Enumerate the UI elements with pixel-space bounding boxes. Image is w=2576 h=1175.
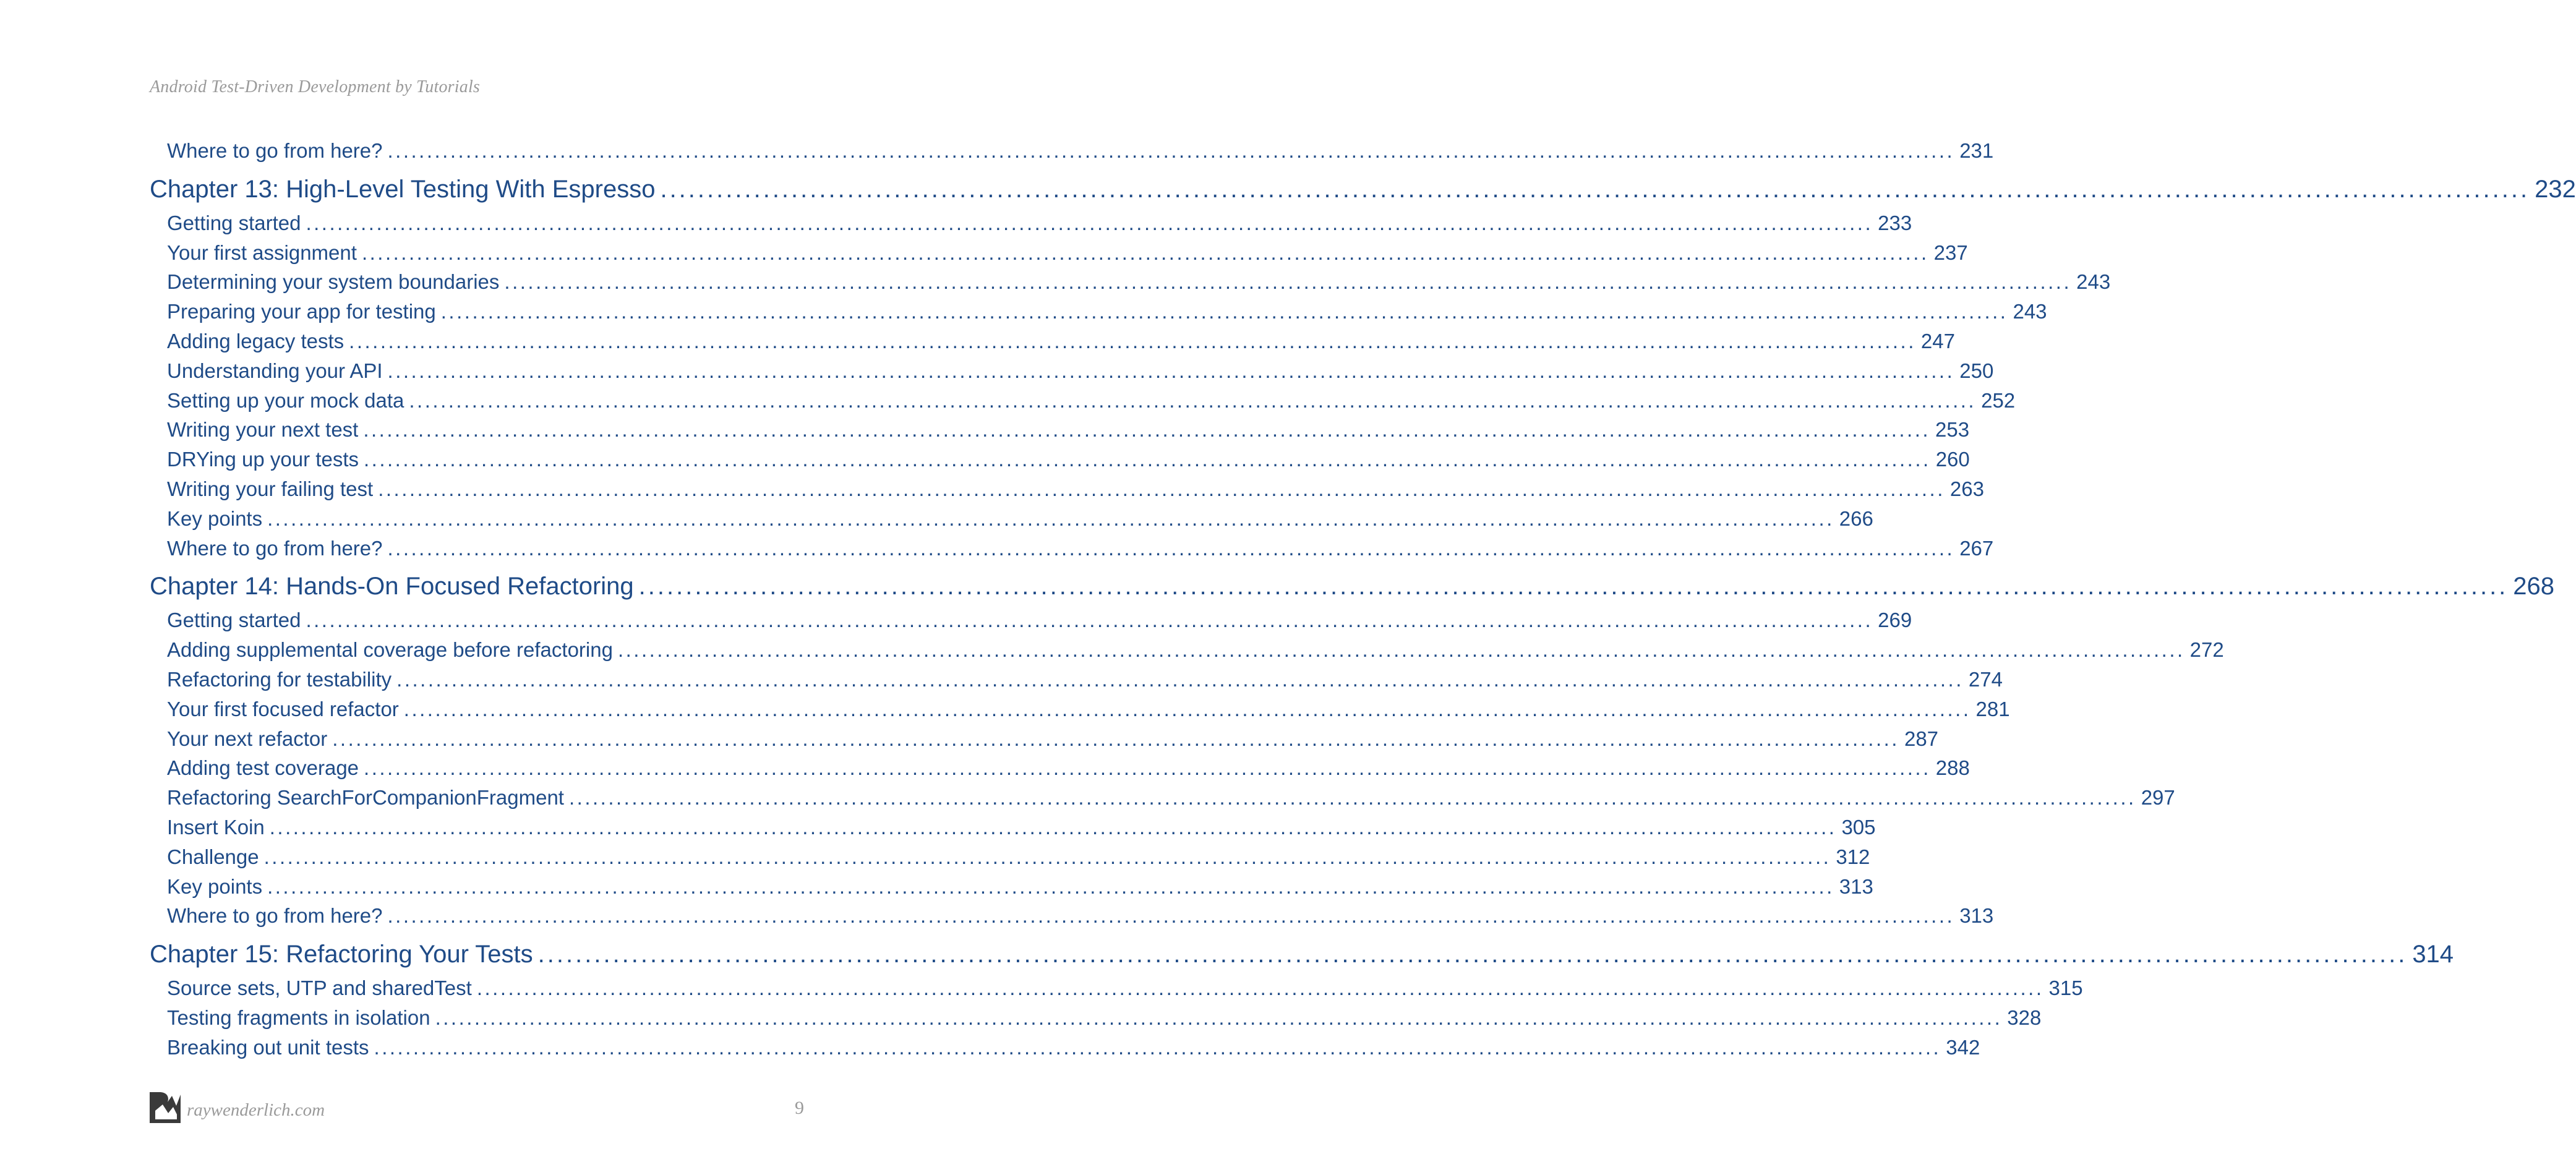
dot-leader: ........................................................................................................................................................................................................ <box>403 697 1971 720</box>
toc-section-entry[interactable] <box>150 136 1994 166</box>
toc-entry-title: Refactoring SearchForCompanionFragment <box>167 786 564 810</box>
toc-entry-page: 313 <box>1839 874 1873 898</box>
dot-leader: ........................................................................................................................................................................................................ <box>638 573 2509 600</box>
dot-leader: ........................................................................................................................................................................................................ <box>396 667 1964 691</box>
toc-chapter-entry[interactable] <box>150 567 2555 605</box>
toc-entry-title: Chapter 14: Hands-On Focused Refactoring <box>150 573 634 600</box>
toc-entry-page: 250 <box>1959 359 1994 382</box>
dot-leader: ........................................................................................................................................................................................................ <box>476 976 2044 1000</box>
toc-entry-page: 266 <box>1839 506 1873 530</box>
toc-entry-page: 267 <box>1959 536 1994 560</box>
toc-section-entry[interactable] <box>150 605 1912 635</box>
toc-entry-title: Writing your next test <box>167 418 359 442</box>
toc-entry-title: Understanding your API <box>167 359 383 382</box>
toc-entry-page: 252 <box>1981 388 2016 412</box>
dot-leader: ........................................................................................................................................................................................................ <box>378 477 1945 500</box>
toc-entry-page: 287 <box>1904 727 1939 750</box>
dot-leader: ........................................................................................................................................................................................................ <box>568 786 2136 810</box>
toc-entry-page: 314 <box>2412 941 2454 968</box>
raywenderlich-logo-icon <box>150 1092 181 1123</box>
page-number: 9 <box>795 1098 804 1118</box>
toc-entry-title: Writing your failing test <box>167 477 374 500</box>
toc-chapter-entry[interactable] <box>150 170 2576 208</box>
toc-section-entry[interactable] <box>150 635 2224 665</box>
toc-section-entry[interactable] <box>150 872 1873 902</box>
toc-entry-page: 269 <box>1878 609 1912 632</box>
toc-entry-page: 342 <box>1946 1035 1980 1059</box>
toc-entry-page: 288 <box>1935 756 1970 780</box>
toc-entry-page: 305 <box>1841 815 1876 839</box>
toc-entry-page: 247 <box>1920 329 1955 352</box>
toc-section-entry[interactable] <box>150 356 1994 386</box>
toc-entry-page: 243 <box>2013 300 2047 323</box>
dot-leader: ........................................................................................................................................................................................................ <box>504 270 2072 294</box>
toc-entry-page: 281 <box>1975 697 2010 720</box>
toc-entry-title: Adding supplemental coverage before refactoring <box>167 638 613 662</box>
dot-leader: ........................................................................................................................................................................................................ <box>387 139 1955 162</box>
dot-leader: ........................................................................................................................................................................................................ <box>537 941 2408 968</box>
dot-leader: ........................................................................................................................................................................................................ <box>332 727 1899 750</box>
toc-section-entry[interactable] <box>150 327 1955 356</box>
toc-entry-page: 328 <box>2007 1006 2042 1029</box>
toc-entry-title: Chapter 15: Refactoring Your Tests <box>150 941 533 968</box>
footer-site-name: raywenderlich.com <box>187 1100 325 1120</box>
toc-entry-title: Chapter 13: High-Level Testing With Espresso <box>150 175 656 203</box>
toc-entry-title: DRYing up your tests <box>167 448 359 471</box>
dot-leader: ........................................................................................................................................................................................................ <box>387 904 1955 928</box>
dot-leader: ........................................................................................................................................................................................................ <box>617 638 2185 662</box>
toc-entry-page: 253 <box>1935 418 1970 442</box>
toc-section-entry[interactable] <box>150 973 2083 1003</box>
toc-entry-title: Getting started <box>167 211 301 234</box>
toc-entry-title: Insert Koin <box>167 815 265 839</box>
toc-entry-page: 272 <box>2189 638 2224 662</box>
dot-leader: ........................................................................................................................................................................................................ <box>440 300 2008 323</box>
dot-leader: ........................................................................................................................................................................................................ <box>306 609 1873 632</box>
toc-section-entry[interactable] <box>150 1033 1980 1062</box>
dot-leader: ........................................................................................................................................................................................................ <box>349 329 1916 352</box>
toc-section-entry[interactable] <box>150 842 1870 872</box>
dot-leader: ........................................................................................................................................................................................................ <box>435 1006 2003 1029</box>
toc-section-entry[interactable] <box>150 474 1984 504</box>
toc-entry-title: Breaking out unit tests <box>167 1035 369 1059</box>
toc-entry-page: 232 <box>2535 175 2576 203</box>
toc-entry-title: Adding test coverage <box>167 756 359 780</box>
toc-entry-page: 268 <box>2513 573 2555 600</box>
toc-entry-page: 315 <box>2048 976 2083 1000</box>
toc-chapter-entry[interactable] <box>150 935 2454 973</box>
dot-leader: ........................................................................................................................................................................................................ <box>306 211 1873 234</box>
toc-entry-title: Determining your system boundaries <box>167 270 500 294</box>
dot-leader: ........................................................................................................................................................................................................ <box>263 845 1831 868</box>
toc-entry-title: Setting up your mock data <box>167 388 404 412</box>
toc-entry-title: Challenge <box>167 845 259 868</box>
toc-section-entry[interactable] <box>150 534 1994 563</box>
toc-entry-page: 313 <box>1959 904 1994 928</box>
toc-entry-title: Key points <box>167 874 263 898</box>
toc-entry-title: Refactoring for testability <box>167 667 392 691</box>
dot-leader: ........................................................................................................................................................................................................ <box>374 1035 1941 1059</box>
toc-entry-page: 237 <box>1933 241 1968 264</box>
table-of-contents <box>150 136 2576 1062</box>
dot-leader: ........................................................................................................................................................................................................ <box>364 756 1931 780</box>
dot-leader: ........................................................................................................................................................................................................ <box>363 418 1931 442</box>
toc-entry-page: 243 <box>2076 270 2111 294</box>
toc-entry-title: Key points <box>167 506 263 530</box>
toc-section-entry[interactable] <box>150 297 2047 327</box>
toc-entry-title: Your first focused refactor <box>167 697 399 720</box>
toc-entry-title: Source sets, UTP and sharedTest <box>167 976 472 1000</box>
toc-section-entry[interactable] <box>150 813 1876 842</box>
dot-leader: ........................................................................................................................................................................................................ <box>660 175 2530 203</box>
toc-section-entry[interactable] <box>150 267 2111 297</box>
toc-section-entry[interactable] <box>150 694 2010 724</box>
toc-section-entry[interactable] <box>150 415 1970 445</box>
toc-section-entry[interactable] <box>150 783 2175 813</box>
dot-leader: ........................................................................................................................................................................................................ <box>387 359 1955 382</box>
toc-entry-title: Preparing your app for testing <box>167 300 436 323</box>
dot-leader: ........................................................................................................................................................................................................ <box>364 448 1931 471</box>
toc-section-entry[interactable] <box>150 238 1968 268</box>
toc-entry-title: Your first assignment <box>167 241 357 264</box>
toc-entry-title: Testing fragments in isolation <box>167 1006 430 1029</box>
toc-section-entry[interactable] <box>150 901 1994 931</box>
running-title: Android Test-Driven Development by Tutorials <box>150 77 481 96</box>
toc-section-entry[interactable] <box>150 753 1970 783</box>
toc-section-entry[interactable] <box>150 445 1970 474</box>
dot-leader: ........................................................................................................................................................................................................ <box>267 874 1834 898</box>
toc-entry-title: Your next refactor <box>167 727 328 750</box>
toc-section-entry[interactable] <box>150 208 1912 238</box>
toc-entry-page: 297 <box>2141 786 2175 810</box>
toc-entry-page: 231 <box>1959 139 1994 162</box>
toc-section-entry[interactable] <box>150 504 1873 534</box>
toc-section-entry[interactable] <box>150 724 1939 754</box>
dot-leader: ........................................................................................................................................................................................................ <box>269 815 1837 839</box>
dot-leader: ........................................................................................................................................................................................................ <box>409 388 1977 412</box>
dot-leader: ........................................................................................................................................................................................................ <box>267 506 1834 530</box>
toc-entry-page: 274 <box>1968 667 2003 691</box>
toc-entry-page: 233 <box>1878 211 1912 234</box>
toc-entry-page: 263 <box>1949 477 1984 500</box>
toc-section-entry[interactable] <box>150 1003 2042 1033</box>
toc-entry-title: Where to go from here? <box>167 536 383 560</box>
toc-entry-title: Where to go from here? <box>167 904 383 928</box>
dot-leader: ........................................................................................................................................................................................................ <box>387 536 1955 560</box>
toc-section-entry[interactable] <box>150 665 2003 694</box>
toc-entry-title: Getting started <box>167 609 301 632</box>
toc-entry-title: Where to go from here? <box>167 139 383 162</box>
toc-entry-page: 312 <box>1836 845 1870 868</box>
dot-leader: ........................................................................................................................................................................................................ <box>361 241 1929 264</box>
toc-entry-page: 260 <box>1935 448 1970 471</box>
toc-section-entry[interactable] <box>150 386 2016 416</box>
toc-entry-title: Adding legacy tests <box>167 329 344 352</box>
